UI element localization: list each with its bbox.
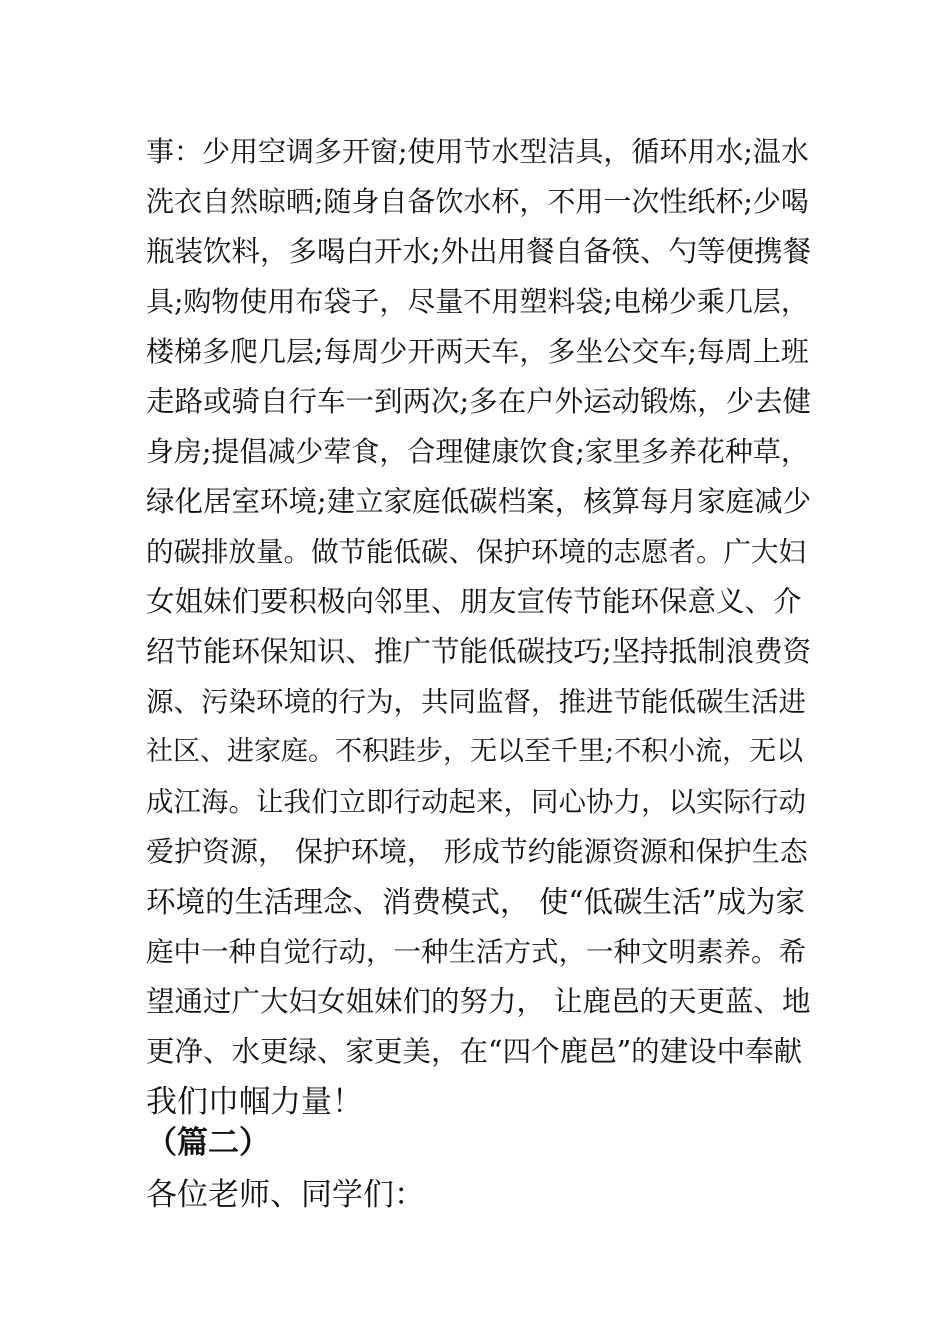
salutation: 各位老师、同学们： [146,1177,425,1213]
text-line: 走路或骑自行车一到两次;多在户外运动锻炼，少去健 [146,385,812,418]
text-line: 社区、进家庭。不积跬步，无以至千里;不积小流，无以 [146,736,804,767]
text-line: 源、污染环境的行为，共同监督，推进节能低碳生活进 [146,686,806,718]
text-line: 爱护资源， 保护环境， 形成节约能源资源和保护生态 [146,835,808,868]
text-line: 庭中一种自觉行动，一种生活方式，一种文明素养。希 [146,936,806,968]
text-line: 瓶装饮料，多喝白开水;外出用餐自备筷、勺等便携餐 [146,235,812,268]
text-line: 的碳排放量。做节能低碳、保护环境的志愿者。广大妇 [146,536,806,568]
text-line: 绿化居室环境;建立家庭低碳档案，核算每月家庭减少 [146,485,812,518]
text-line: 我们巾帼力量！ [146,1084,363,1120]
text-line: 身房;提倡减少荤食，合理健康饮食;家里多养花种草， [146,435,809,468]
text-line: 洗衣自然晾晒;随身自备饮水杯，不用一次性纸杯;少喝 [146,185,809,218]
text-line: 望通过广大妇女姐妹们的努力， 让鹿邑的天更蓝、地 [146,985,811,1018]
text-line: 更净、水更绿、家更美，在“四个鹿邑”的建设中奉献 [146,1035,803,1068]
text-line: 绍节能环保知识、推广节能低碳技巧;坚持抵制浪费资 [146,635,812,668]
text-line: 环境的生活理念、消费模式， 使“低碳生活”成为家 [146,885,806,919]
text-line: 事：少用空调多开窗;使用节水型洁具，循环用水;温水 [146,135,809,168]
text-line: 具;购物使用布袋子，尽量不用塑料袋;电梯少乘几层， [146,285,809,318]
text-line: 女姐妹们要积极向邻里、朋友宣传节能环保意义、介 [146,585,802,618]
section-heading: （篇二） [146,1125,270,1161]
text-line: 成江海。让我们立即行动起来，同心协力，以实际行动 [146,786,806,818]
body-paragraph [146,127,811,1127]
text-line: 楼梯多爬几层;每周少开两天车，多坐公交车;每周上班 [146,335,809,368]
